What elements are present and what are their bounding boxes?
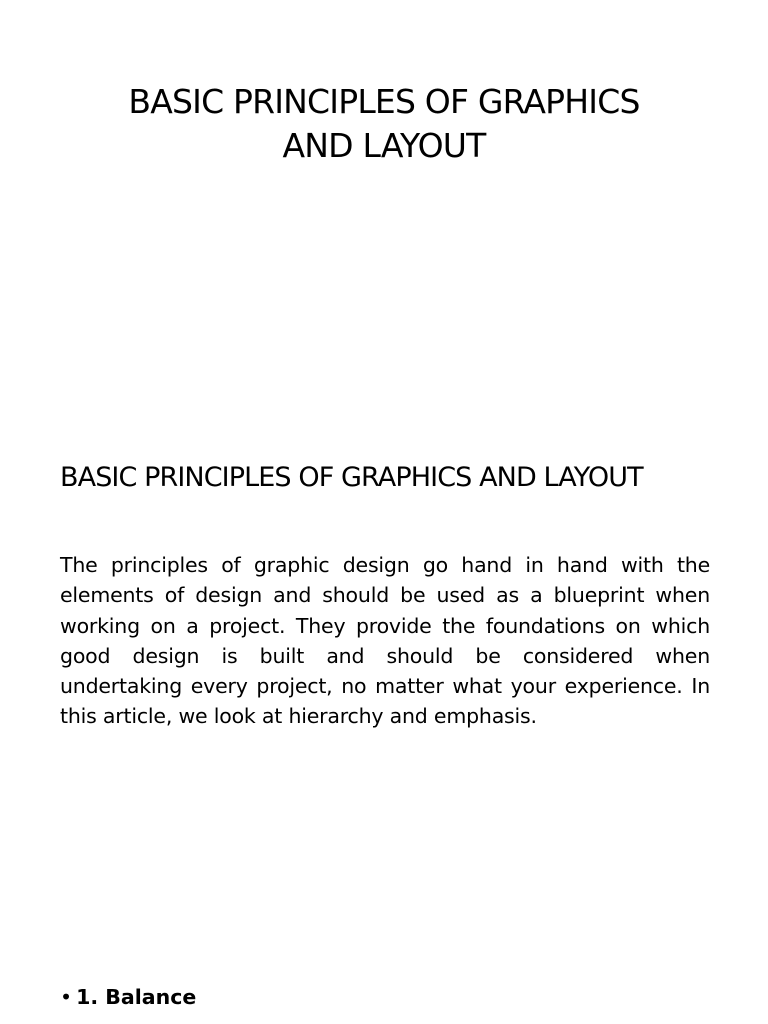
slide-title-line-1: BASIC PRINCIPLES OF GRAPHICS (128, 82, 640, 121)
body-paragraph: The principles of graphic design go hand in hand with the elements of design and should be used as a blueprint when working on a project. They provide the foundations on which good design is built and should be considered when undertaking every project, no matter what your experience. In this article, we look at hierarchy and emphasis. (60, 553, 710, 729)
slide-title (60, 80, 708, 168)
slide-title-line-2: AND LAYOUT (282, 126, 486, 165)
bullet-item-balance (60, 982, 196, 1012)
bullet-icon: • (60, 985, 73, 1009)
bullet-item-label: 1. Balance (76, 985, 197, 1009)
section-heading: BASIC PRINCIPLES OF GRAPHICS AND LAYOUT (60, 462, 643, 493)
